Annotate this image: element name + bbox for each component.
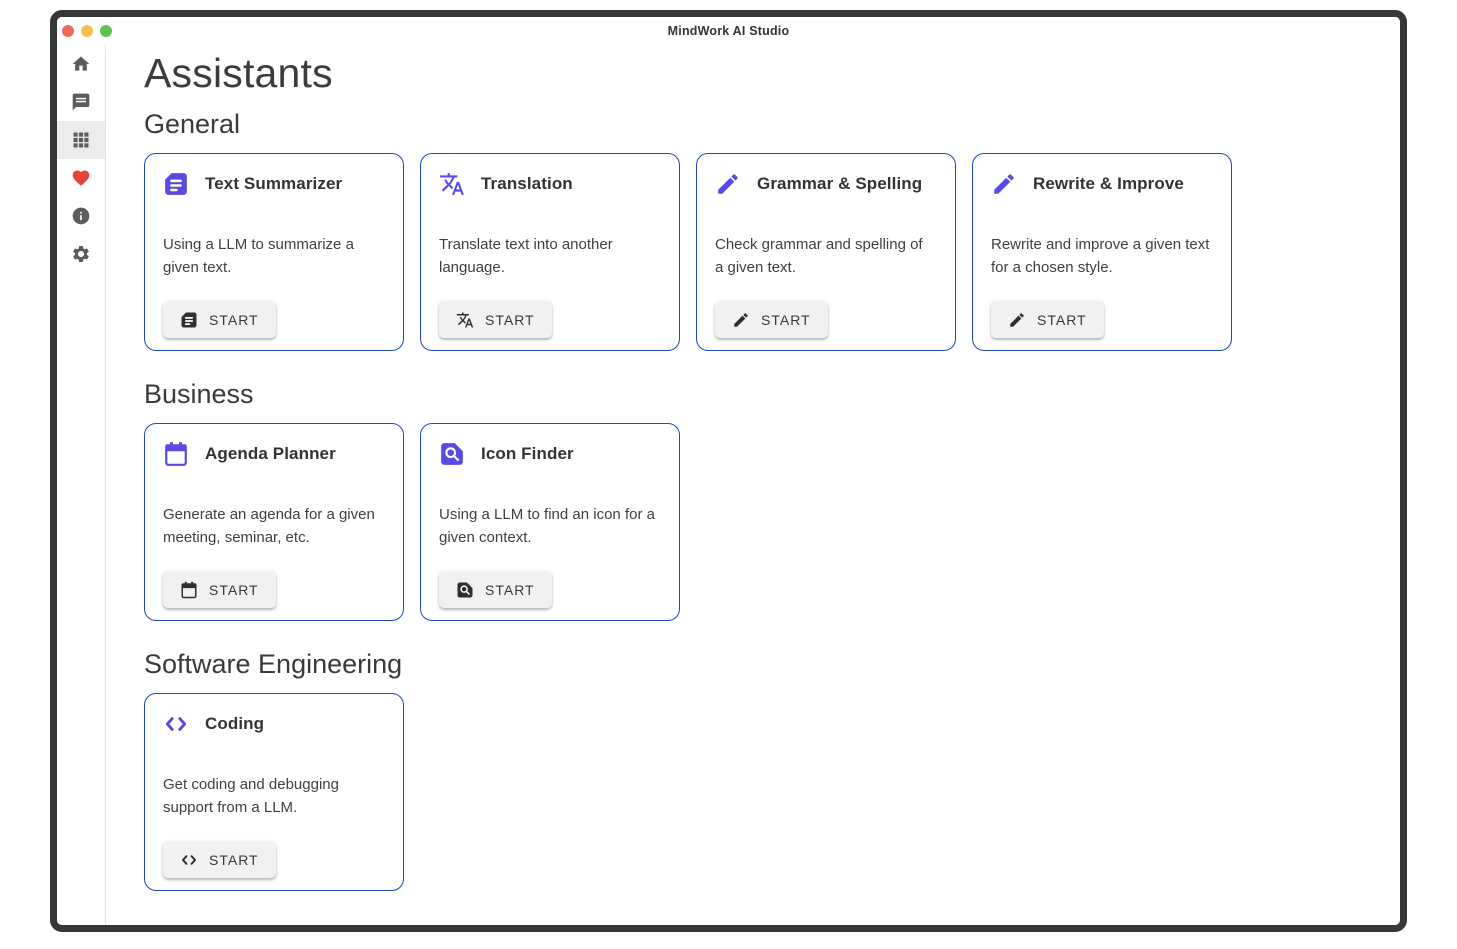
titlebar [57,17,1400,45]
calendar-icon [163,441,189,467]
card-header [163,708,387,740]
card-actions [439,301,663,338]
card-row [144,423,1376,621]
card-row [144,693,1376,891]
card-actions [991,301,1215,338]
start-button[interactable] [439,301,552,338]
start-button-label: START [209,851,259,868]
info-icon [71,206,91,226]
start-button-label: START [485,311,535,328]
start-button[interactable] [991,301,1104,338]
assistant-section [144,107,1376,351]
sidebar [57,45,106,925]
assistant-card [972,153,1232,351]
edit-icon [1008,311,1026,329]
assistant-description: Check grammar and spelling of a given text. [715,236,923,276]
summarize-icon [163,171,189,197]
card-actions [163,571,387,608]
assistant-card [696,153,956,351]
start-button[interactable] [163,571,276,608]
card-header [439,168,663,200]
card-header [439,438,663,470]
card-actions [163,841,387,878]
icon-search-icon [439,441,465,467]
edit-icon [991,171,1017,197]
start-button[interactable] [715,301,828,338]
code-icon [163,711,189,737]
sidebar-item-apps[interactable] [57,121,105,159]
assistant-card [144,153,404,351]
section-heading: Software Engineering [144,649,403,679]
assistant-card [144,693,404,891]
sidebar-item-chat[interactable] [57,83,105,121]
assistant-description: Using a LLM to find an icon for a given context. [439,506,655,546]
assistant-title: Text Summarizer [205,174,343,193]
sidebar-item-settings[interactable] [57,235,105,273]
summarize-icon [180,311,198,329]
assistant-description: Translate text into another language. [439,236,613,276]
home-icon [71,54,91,74]
card-header [715,168,939,200]
section-heading: General [144,109,241,139]
section-heading: Business [144,379,254,409]
assistant-section [144,377,1376,621]
settings-icon [71,244,91,264]
assistant-card [420,153,680,351]
card-actions [715,301,939,338]
edit-icon [715,171,741,197]
start-button-label: START [761,311,811,328]
assistant-title: Coding [205,714,265,733]
start-button-label: START [209,581,259,598]
start-button-label: START [485,581,535,598]
calendar-icon [180,581,198,599]
card-actions [163,301,387,338]
main [106,45,1400,925]
heart-icon [71,168,91,188]
app-window [50,10,1407,932]
page-title: Assistants [144,50,333,96]
assistant-title: Rewrite & Improve [1033,174,1184,193]
window-title: MindWork AI Studio [667,24,790,38]
sidebar-item-home[interactable] [57,45,105,83]
assistant-description: Using a LLM to summarize a given text. [163,236,354,276]
card-header [991,168,1215,200]
assistant-card [420,423,680,621]
assistant-section [144,647,1376,891]
icon-search-icon [456,581,474,599]
assistant-description: Generate an agenda for a given meeting, seminar, etc. [163,506,375,546]
assistant-card [144,423,404,621]
card-header [163,168,387,200]
assistant-title: Agenda Planner [205,444,336,463]
sidebar-item-heart[interactable] [57,159,105,197]
translate-icon [456,311,474,329]
start-button-label: START [209,311,259,328]
start-button[interactable] [439,571,552,608]
card-row [144,153,1376,351]
assistant-title: Translation [481,174,573,193]
card-header [163,438,387,470]
assistant-title: Grammar & Spelling [757,174,923,193]
start-button[interactable] [163,301,276,338]
code-icon [180,851,198,869]
edit-icon [732,311,750,329]
start-button-label: START [1037,311,1087,328]
assistant-description: Rewrite and improve a given text for a chosen style. [991,236,1210,276]
assistant-description: Get coding and debugging support from a LLM. [163,776,339,816]
card-actions [439,571,663,608]
assistant-title: Icon Finder [481,444,574,463]
chat-icon [71,92,91,112]
sidebar-item-info[interactable] [57,197,105,235]
apps-icon [71,130,91,150]
translate-icon [439,171,465,197]
start-button[interactable] [163,841,276,878]
